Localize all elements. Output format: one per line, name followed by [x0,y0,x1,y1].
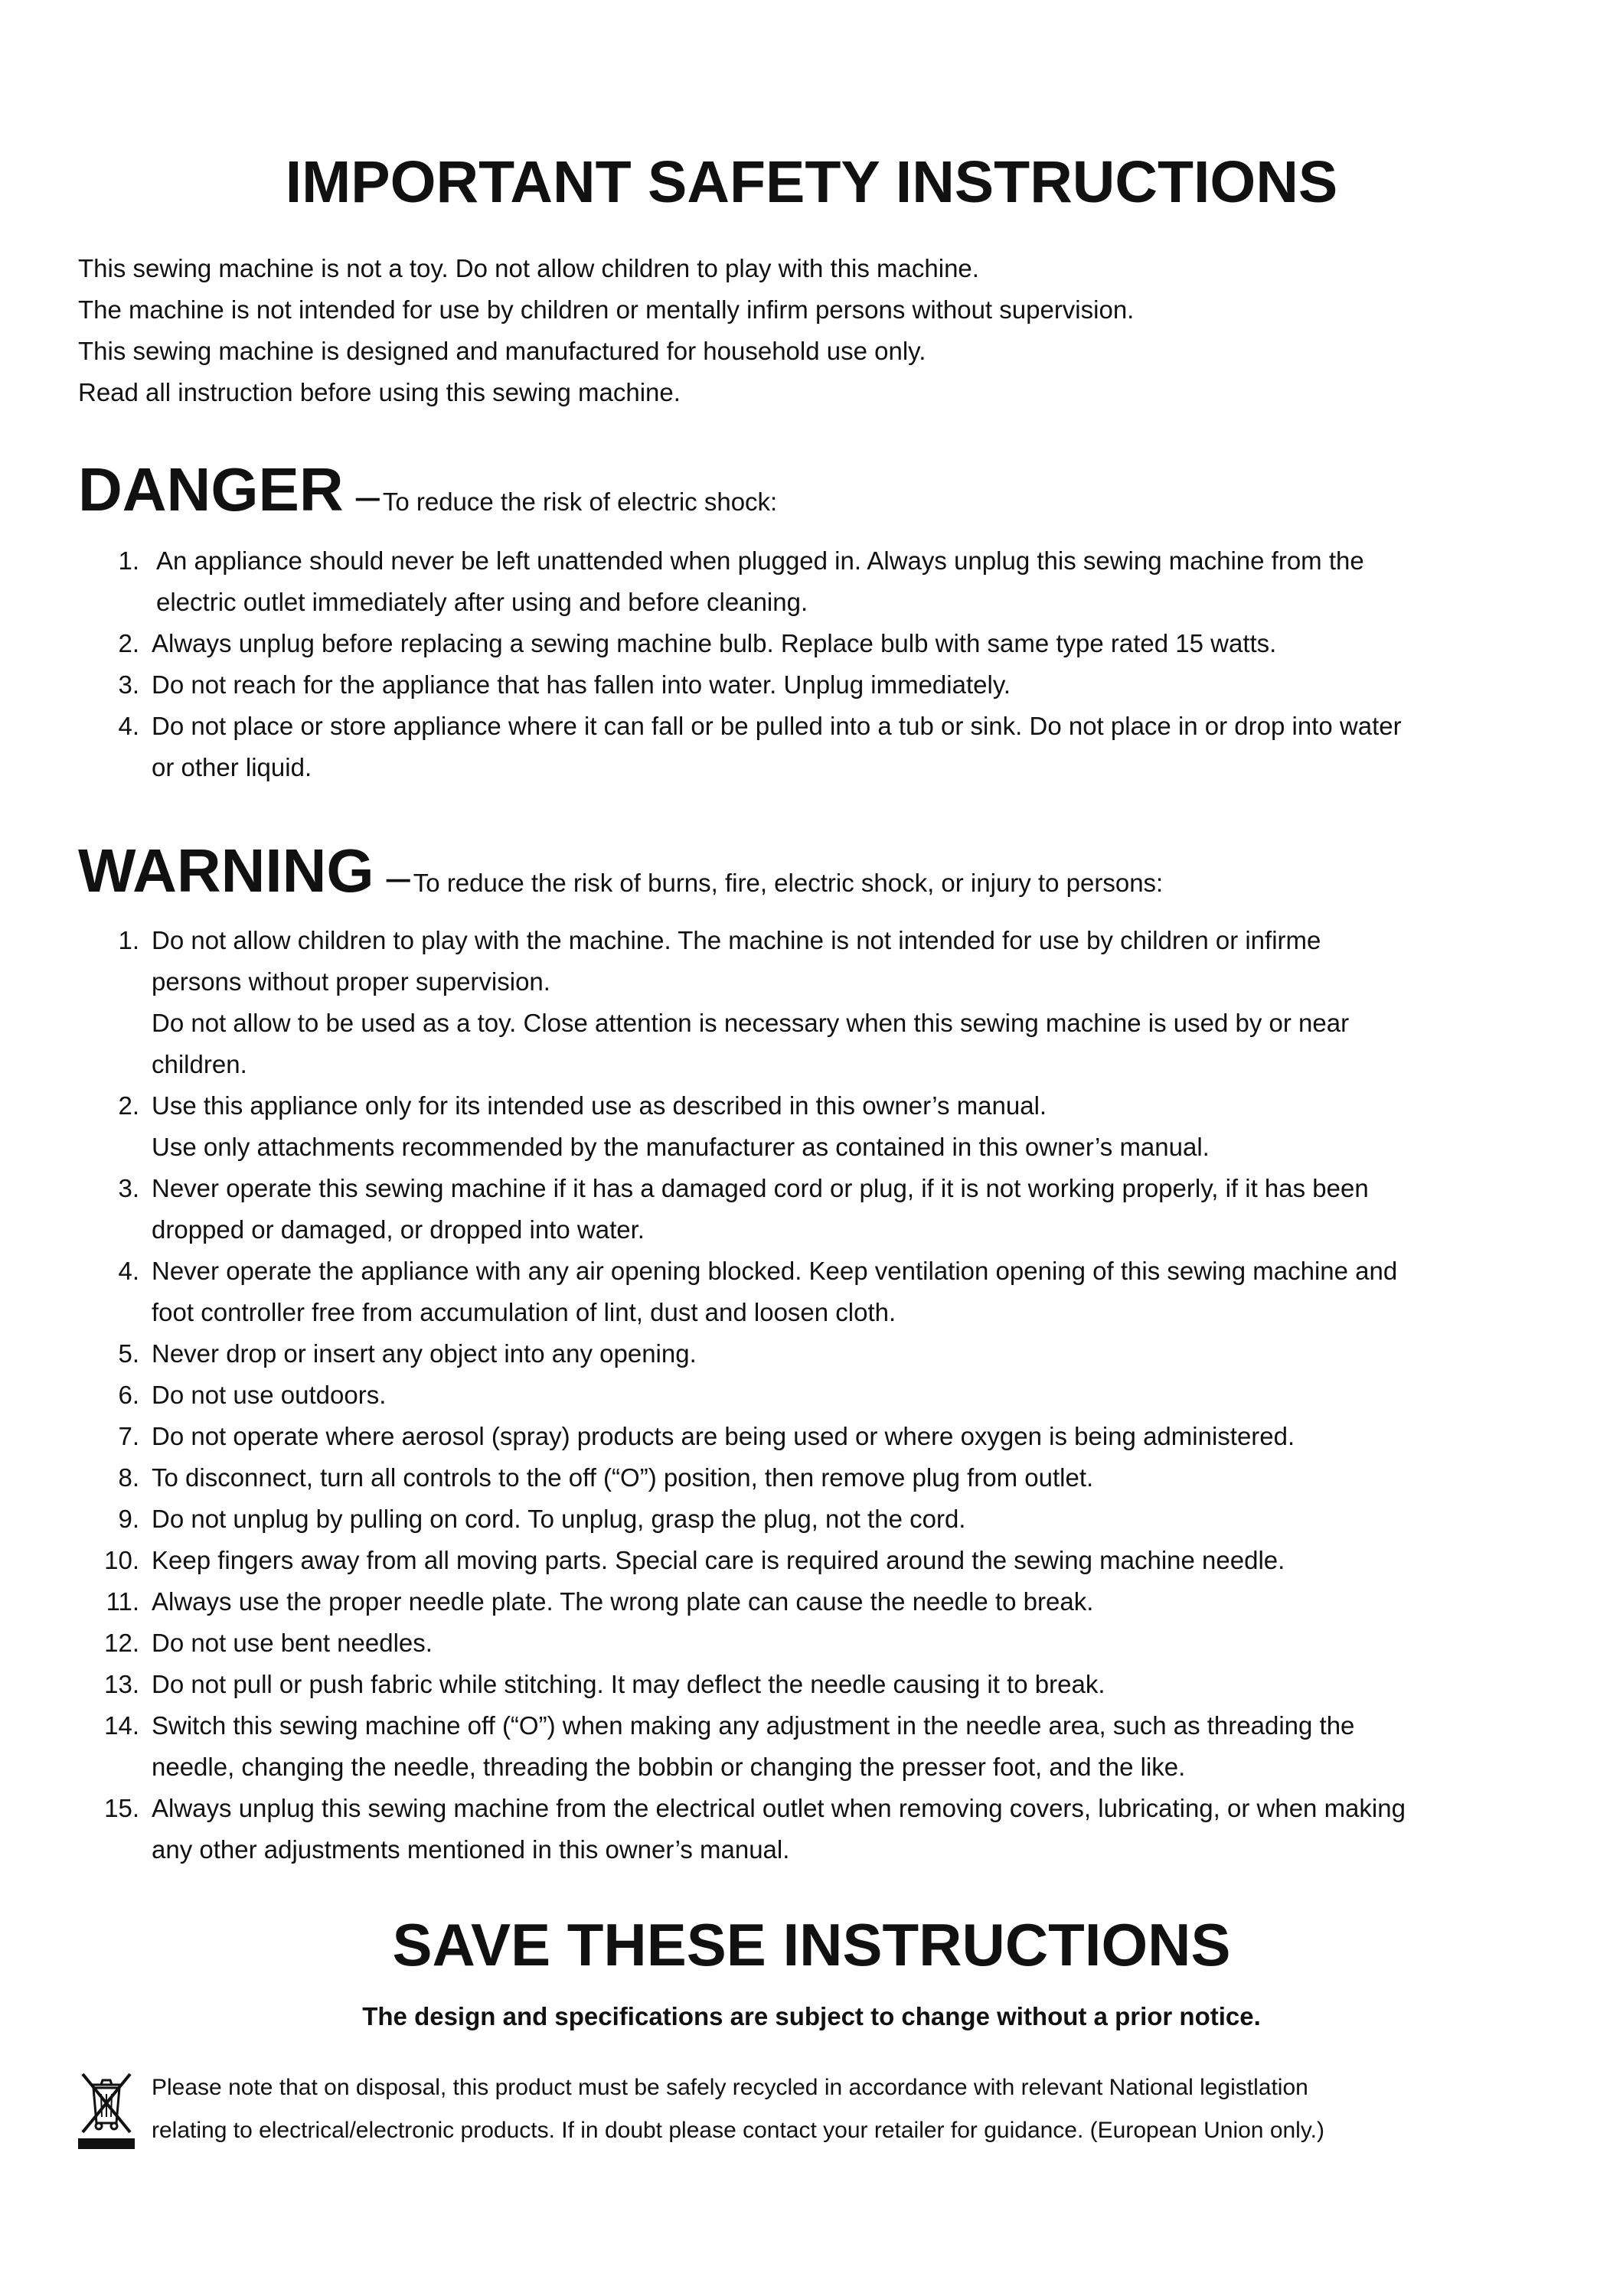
warning-item-line: Do not pull or push fabric while stitching. It may deflect the needle causing it to break. [152,1670,1105,1698]
warning-item [78,1705,1579,1788]
warning-item-text [152,1416,1579,1457]
warning-item-text [152,1457,1579,1499]
crossed-out-wheelie-bin-icon [78,2069,135,2149]
warning-item-text [152,1581,1579,1623]
intro-line: This sewing machine is designed and manufactured for household use only. [78,337,926,365]
warning-heading-subtitle: To reduce the risk of burns, fire, electric shock, or injury to persons: [413,869,1164,897]
warning-item [78,1251,1579,1333]
danger-heading-subtitle: To reduce the risk of electric shock: [382,488,778,516]
warning-item-text [152,1085,1579,1168]
danger-item [78,540,1579,623]
disposal-notice [78,2066,1579,2166]
warning-item-number: 2. [118,1091,139,1120]
save-instructions-title: SAVE THESE INSTRUCTIONS [392,1911,1231,1978]
warning-item-line: Do not unplug by pulling on cord. To unplug, grasp the plug, not the cord. [152,1505,966,1533]
warning-item-text [152,1664,1579,1705]
danger-heading [78,455,1579,523]
warning-item-number: 11. [106,1587,139,1616]
warning-item-line: Do not use bent needles. [152,1629,433,1657]
warning-item-line: Never operate the appliance with any air opening blocked. Keep ventilation opening of this sewing machine and [152,1257,1398,1285]
warning-item-number: 13. [104,1670,139,1698]
warning-item-number: 3. [118,1174,139,1202]
warning-item-number: 1. [118,926,139,954]
intro-line: The machine is not intended for use by children or mentally infirm persons without supervision. [78,295,1135,324]
warning-item-number: 4. [118,1257,139,1285]
warning-item-number: 6. [118,1381,139,1409]
danger-item [78,706,1579,788]
warning-item-number: 14. [104,1711,139,1740]
disposal-line: Please note that on disposal, this product must be safely recycled in accordance with relevant National legistlation [152,2075,1308,2100]
danger-list [78,540,1579,788]
page-title: IMPORTANT SAFETY INSTRUCTIONS [285,149,1338,215]
danger-item-number: 4. [118,712,139,740]
warning-item [78,1540,1579,1581]
warning-item [78,1168,1579,1251]
warning-list [78,920,1579,1870]
warning-item [78,1416,1579,1457]
warning-heading-dash: – [386,853,410,901]
warning-item-line: Never drop or insert any object into any opening. [152,1339,697,1368]
danger-item-line: Do not place or store appliance where it can fall or be pulled into a tub or sink. Do not place in or drop into water [152,712,1402,740]
warning-item-line: Use only attachments recommended by the manufacturer as contained in this owner’s manual. [152,1133,1210,1161]
danger-item-line: Do not reach for the appliance that has fallen into water. Unplug immediately. [152,670,1011,699]
danger-item-number: 2. [118,629,139,657]
warning-item [78,1664,1579,1705]
warning-item-text [152,1168,1579,1251]
warning-item-text [152,1499,1579,1540]
warning-item-line: Do not allow children to play with the machine. The machine is not intended for use by children or infirme [152,926,1321,954]
danger-item-line: An appliance should never be left unattended when plugged in. Always unplug this sewing machine from the [156,546,1364,575]
warning-item [78,1085,1579,1168]
warning-item [78,1333,1579,1375]
warning-item-text [152,1788,1579,1870]
warning-item-text [152,1705,1579,1788]
warning-item-number: 10. [104,1546,139,1574]
danger-item-text [152,540,1579,623]
warning-item-line: children. [152,1050,247,1078]
warning-heading-label: WARNING [78,837,374,905]
intro-line: This sewing machine is not a toy. Do not allow children to play with this machine. [78,254,979,282]
warning-item-line: To disconnect, turn all controls to the off (“O”) position, then remove plug from outlet. [152,1463,1094,1492]
warning-item-text [152,1623,1579,1664]
danger-item-text [152,664,1579,706]
warning-item-text [152,920,1579,1085]
warning-item-number: 12. [104,1629,139,1657]
danger-item-number: 1. [118,546,139,575]
danger-heading-label: DANGER [78,455,344,523]
warning-item-line: Do not operate where aerosol (spray) products are being used or where oxygen is being administered. [152,1422,1295,1450]
warning-item-line: needle, changing the needle, threading the bobbin or changing the presser foot, and the like. [152,1753,1186,1781]
warning-item-text [152,1540,1579,1581]
warning-heading [78,837,1579,905]
danger-item-line: or other liquid. [152,753,312,781]
warning-item [78,1788,1579,1870]
danger-item-text [152,623,1579,664]
disposal-text [152,2066,1324,2152]
danger-item [78,664,1579,706]
warning-item-number: 7. [118,1422,139,1450]
warning-item-text [152,1333,1579,1375]
warning-item-line: Always use the proper needle plate. The wrong plate can cause the needle to break. [152,1587,1094,1616]
warning-item-text [152,1375,1579,1416]
warning-item-line: Keep fingers away from all moving parts. Special care is required around the sewing machine needle. [152,1546,1285,1574]
intro-text [78,248,1579,413]
warning-item-line: Switch this sewing machine off (“O”) when making any adjustment in the needle area, such as threading the [152,1711,1355,1740]
warning-item [78,1375,1579,1416]
warning-item-text [152,1251,1579,1333]
warning-item-line: Do not use outdoors. [152,1381,387,1409]
warning-item-number: 5. [118,1339,139,1368]
warning-item-line: persons without proper supervision. [152,967,550,996]
warning-item-line: dropped or damaged, or dropped into water. [152,1215,645,1244]
warning-item [78,1457,1579,1499]
warning-item-line: any other adjustments mentioned in this owner’s manual. [152,1835,790,1864]
warning-item [78,1499,1579,1540]
warning-item [78,1623,1579,1664]
warning-item-line: foot controller free from accumulation of lint, dust and loosen cloth. [152,1298,896,1326]
danger-item-text [152,706,1579,788]
warning-item [78,920,1579,1085]
danger-item-number: 3. [118,670,139,699]
danger-item-line: electric outlet immediately after using and before cleaning. [156,588,808,616]
danger-item [78,623,1579,664]
warning-item-number: 9. [118,1505,139,1533]
warning-item-line: Always unplug this sewing machine from the electrical outlet when removing covers, lubricating, or when making [152,1794,1406,1822]
disposal-line: relating to electrical/electronic products. If in doubt please contact your retailer for guidance. (European Union only.) [152,2118,1324,2143]
danger-item-line: Always unplug before replacing a sewing machine bulb. Replace bulb with same type rated 15 watts. [152,629,1277,657]
specification-notice: The design and specifications are subject to change without a prior notice. [362,2002,1261,2030]
intro-line: Read all instruction before using this sewing machine. [78,378,681,406]
warning-item-line: Use this appliance only for its intended use as described in this owner’s manual. [152,1091,1047,1120]
warning-item [78,1581,1579,1623]
danger-heading-dash: – [355,471,380,520]
warning-item-line: Never operate this sewing machine if it has a damaged cord or plug, if it is not working properly, if it has been [152,1174,1369,1202]
warning-item-number: 15. [104,1794,139,1822]
warning-item-number: 8. [118,1463,139,1492]
warning-item-line: Do not allow to be used as a toy. Close attention is necessary when this sewing machine is used by or near [152,1009,1350,1037]
